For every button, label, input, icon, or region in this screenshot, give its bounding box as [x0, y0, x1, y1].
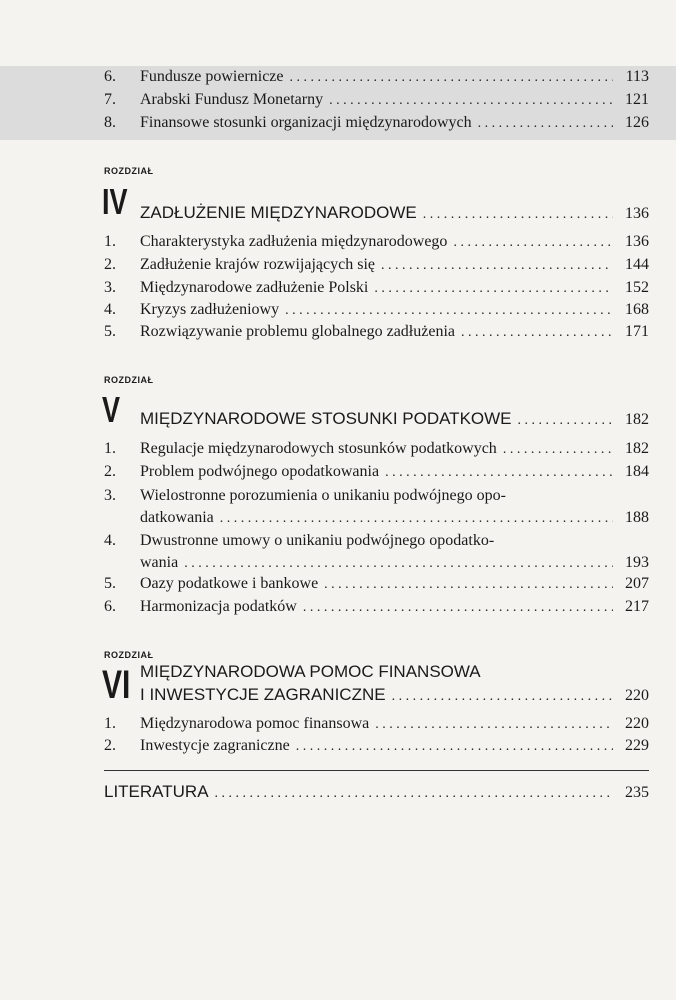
entry-title: Rozwiązywanie problemu globalnego zadłużenia [140, 323, 455, 340]
chapter-roman-numeral: V [102, 389, 121, 430]
leader-dots [518, 410, 613, 432]
leader-dots [290, 67, 613, 89]
chapter-page: 136 [625, 205, 649, 222]
toc-entry-continuation [140, 507, 649, 529]
leader-dots [303, 597, 613, 619]
leader-dots [374, 278, 613, 300]
toc-entry [104, 438, 649, 460]
chapter-title: MIĘDZYNARODOWE STOSUNKI PODATKOWE [140, 409, 512, 428]
entry-number: 2. [104, 737, 116, 754]
entry-title: Charakterystyka zadłużenia międzynarodowego [140, 233, 448, 250]
entry-page: 113 [625, 68, 649, 85]
entry-page: 217 [625, 598, 649, 615]
toc-entry [104, 299, 649, 321]
entry-page: 207 [625, 575, 649, 592]
section-divider [104, 770, 649, 771]
toc-entry [104, 461, 649, 483]
entry-title-continuation: wania [140, 554, 179, 571]
chapter-roman-numeral: IV [102, 181, 128, 222]
entry-number: 6. [104, 598, 116, 615]
entry-title: Dwustronne umowy o unikaniu podwójnego opodatko- [140, 532, 495, 549]
entry-page: 168 [625, 301, 649, 318]
entry-page: 182 [625, 440, 649, 457]
leader-dots [296, 736, 613, 758]
entry-title: Zadłużenie krajów rozwijających się [140, 256, 375, 273]
toc-entry [104, 277, 649, 299]
entry-number: 3. [104, 279, 116, 296]
entry-page: 184 [625, 463, 649, 480]
toc-entry [104, 485, 506, 507]
entry-number: 7. [104, 91, 116, 108]
entry-number: 4. [104, 301, 116, 318]
leader-dots [375, 714, 613, 736]
leader-dots [478, 113, 613, 135]
entry-title: Kryzys zadłużeniowy [140, 301, 280, 318]
entry-title: Międzynarodowa pomoc finansowa [140, 715, 370, 732]
toc-entry [104, 112, 649, 134]
chapter-title: ZADŁUŻENIE MIĘDZYNARODOWE [140, 203, 417, 222]
entry-page: 121 [625, 91, 649, 108]
entry-page: 193 [625, 554, 649, 571]
toc-entry [104, 89, 649, 111]
leader-dots [184, 553, 613, 575]
entry-number: 8. [104, 114, 116, 131]
toc-entry [104, 321, 649, 343]
entry-title: Regulacje międzynarodowych stosunków podatkowych [140, 440, 497, 457]
toc-entry [104, 254, 649, 276]
chapter-label: ROZDZIAŁ [104, 375, 154, 385]
leader-dots [285, 300, 613, 322]
chapter-roman-numeral: VI [102, 663, 131, 707]
toc-entry [104, 530, 494, 552]
entry-number: 1. [104, 715, 116, 732]
chapter-page: 182 [625, 411, 649, 428]
entry-number: 2. [104, 256, 116, 273]
toc-entry [104, 596, 649, 618]
chapter-label: ROZDZIAŁ [104, 166, 154, 176]
leader-dots [423, 204, 613, 226]
chapter-title-line1: MIĘDZYNARODOWA POMOC FINANSOWA [140, 662, 481, 681]
chapter-label: ROZDZIAŁ [104, 650, 154, 660]
leader-dots [461, 322, 613, 344]
entry-title: Fundusze powiernicze [140, 68, 284, 85]
literature-page: 235 [625, 784, 649, 801]
entry-page: 126 [625, 114, 649, 131]
leader-dots [385, 462, 613, 484]
toc-entry [104, 231, 649, 253]
entry-page: 136 [625, 233, 649, 250]
toc-entry [104, 573, 649, 595]
entry-page: 144 [625, 256, 649, 273]
entry-title: Arabski Fundusz Monetarny [140, 91, 324, 108]
entry-page: 171 [625, 323, 649, 340]
entry-number: 4. [104, 532, 116, 549]
entry-title: Inwestycje zagraniczne [140, 737, 290, 754]
literature-entry [104, 781, 649, 803]
entry-page: 229 [625, 737, 649, 754]
literature-title: LITERATURA [104, 782, 209, 801]
chapter-heading [140, 684, 649, 706]
chapter-title-line2: I INWESTYCJE ZAGRANICZNE [140, 685, 386, 704]
toc-entry-continuation [140, 552, 649, 574]
entry-title-continuation: datkowania [140, 509, 214, 526]
entry-page: 220 [625, 715, 649, 732]
entry-title: Międzynarodowe zadłużenie Polski [140, 279, 369, 296]
entry-title: Oazy podatkowe i bankowe [140, 575, 319, 592]
entry-title: Problem podwójnego opodatkowania [140, 463, 380, 480]
entry-number: 3. [104, 487, 116, 504]
entry-page: 188 [625, 509, 649, 526]
entry-number: 6. [104, 68, 116, 85]
leader-dots [381, 255, 613, 277]
leader-dots [453, 232, 613, 254]
toc-entry [104, 735, 649, 757]
leader-dots [503, 439, 613, 461]
entry-title: Finansowe stosunki organizacji międzynarodowych [140, 114, 472, 131]
entry-title: Wielostronne porozumienia o unikaniu podwójnego opo- [140, 487, 506, 504]
entry-page: 152 [625, 279, 649, 296]
chapter-page: 220 [625, 687, 649, 704]
toc-entry [104, 713, 649, 735]
entry-title: Harmonizacja podatków [140, 598, 297, 615]
entry-number: 1. [104, 233, 116, 250]
entry-number: 5. [104, 323, 116, 340]
leader-dots [392, 686, 613, 708]
leader-dots [324, 574, 613, 596]
entry-number: 2. [104, 463, 116, 480]
leader-dots [215, 783, 613, 805]
chapter-heading [140, 202, 649, 224]
entry-number: 5. [104, 575, 116, 592]
toc-entry [104, 66, 649, 88]
chapter-heading [140, 408, 649, 430]
leader-dots [329, 90, 613, 112]
entry-number: 1. [104, 440, 116, 457]
leader-dots [220, 508, 613, 530]
